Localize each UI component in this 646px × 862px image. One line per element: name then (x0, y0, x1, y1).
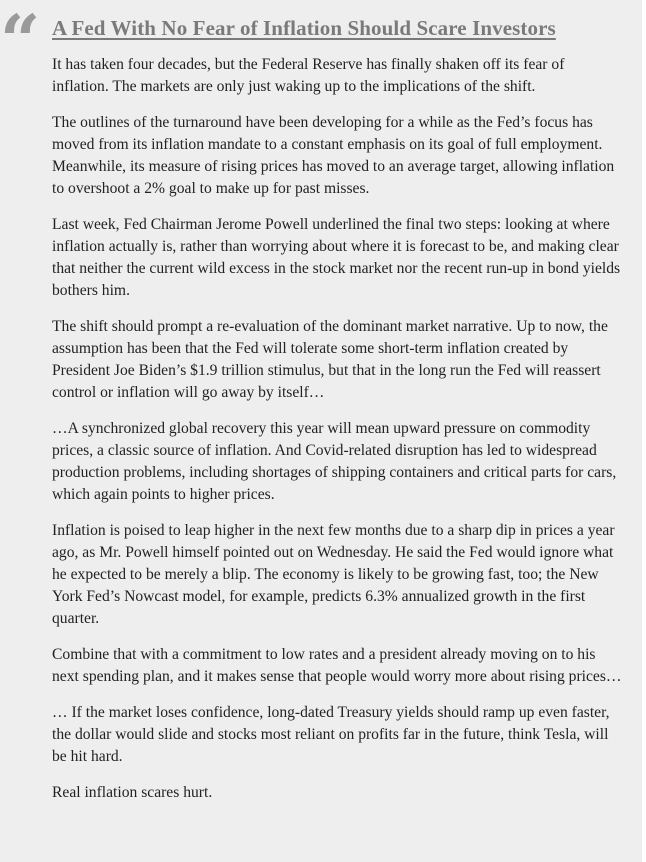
paragraph-2: The outlines of the turnaround have been developing for a while as the Fed’s focus has moved from its inflation mandate to a constant emphasis on its goal of full employment. Meanwhile, its measure of rising prices has moved to an average target, allowing inflation to overshoot a 2% goal to make up for past misses. (52, 114, 615, 197)
paragraph-3: Last week, Fed Chairman Jerome Powell underlined the final two steps: looking at where inflation actually is, rather than worrying about where it is forecast to be, and making clear that neither the current wild excess in the stock market nor the recent run-up in bond yields bothers him. (52, 216, 621, 299)
quote-icon: “ (0, 0, 41, 82)
article-title[interactable]: A Fed With No Fear of Inflation Should Scare Investors (52, 16, 556, 40)
paragraph-7: Combine that with a commitment to low rates and a president already moving on to his next spending plan, and it makes sense that people would worry more about rising prices… (52, 646, 622, 685)
paragraph-9: Real inflation scares hurt. (52, 784, 213, 801)
paragraph-4: The shift should prompt a re-evaluation of the dominant market narrative. Up to now, the assumption has been that the Fed will tolerate some short-term inflation created by President Joe Biden’s $1.9 trillion stimulus, but that in the long run the Fed will reassert control or inflation will go away by itself… (52, 318, 608, 401)
paragraph-6: Inflation is poised to leap higher in the next few months due to a sharp dip in prices a year ago, as Mr. Powell himself pointed out on Wednesday. He said the Fed would ignore what he expected to be merely a blip. The economy is likely to be growing fast, too; the New York Fed’s Nowcast model, for example, predicts 6.3% annualized growth in the first quarter. (52, 522, 615, 627)
paragraph-8: … If the market loses confidence, long-dated Treasury yields should ramp up even faster, the dollar would slide and stocks most reliant on profits far in the future, think Tesla, will be hit hard. (52, 704, 610, 765)
paragraph-5: …A synchronized global recovery this year will mean upward pressure on commodity prices, a classic source of inflation. And Covid-related disruption has led to widespread production problems, including shortages of shipping containers and critical parts for cars, which again points to higher prices. (52, 420, 617, 503)
paragraph-1: It has taken four decades, but the Federal Reserve has finally shaken off its fear of inflation. The markets are only just waking up to the implications of the shift. (52, 56, 565, 95)
